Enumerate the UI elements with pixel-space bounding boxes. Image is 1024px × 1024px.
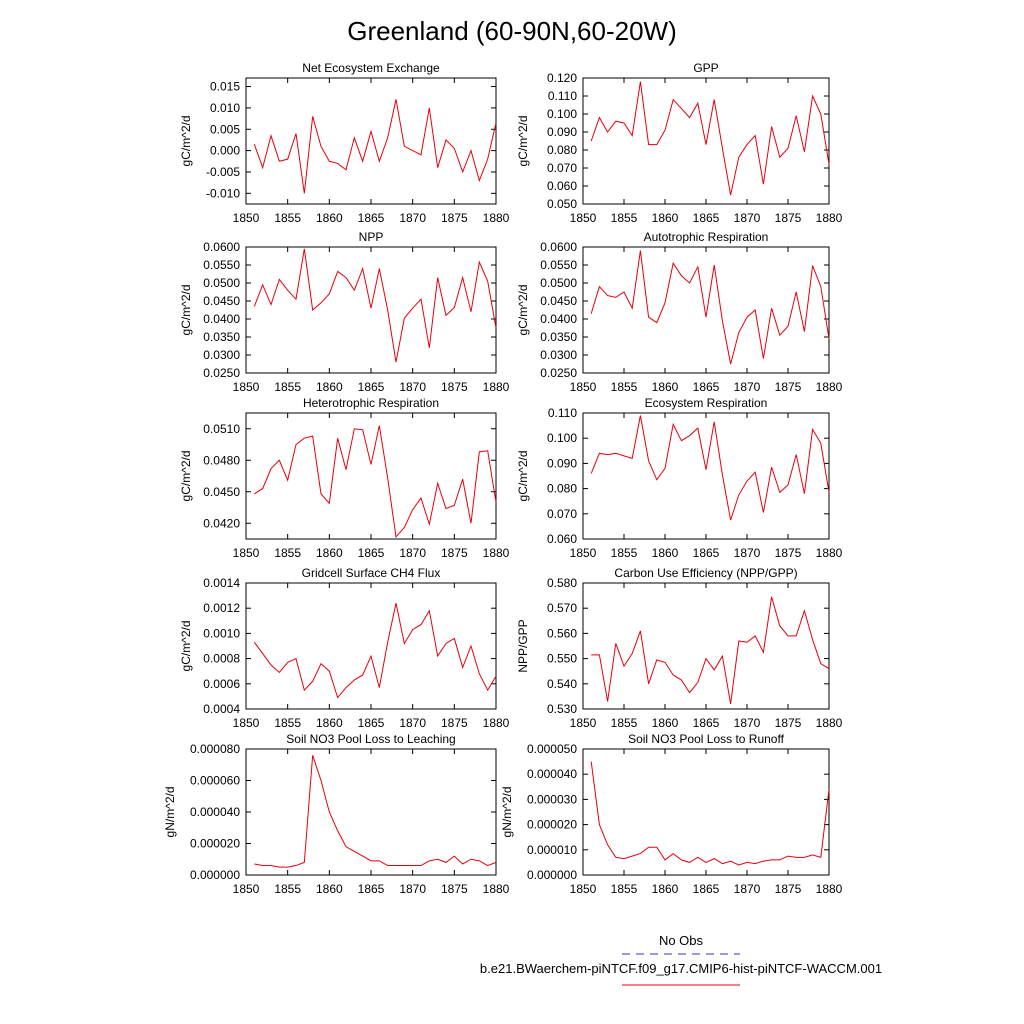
x-tick-label: 1850 xyxy=(569,546,597,560)
y-tick-label: 0.000030 xyxy=(526,792,577,807)
y-tick-label: 0.000080 xyxy=(189,742,240,756)
series-line-gridcell-surface-ch4-flux xyxy=(254,603,496,698)
panel-ecosystem-respiration xyxy=(516,396,843,560)
plot-frame xyxy=(246,413,496,539)
x-tick-label: 1870 xyxy=(733,211,761,225)
x-tick-label: 1850 xyxy=(232,546,260,560)
x-tick-label: 1850 xyxy=(569,211,597,225)
x-tick-label: 1860 xyxy=(651,211,679,225)
y-tick-label: 0.0400 xyxy=(540,312,577,326)
y-tick-label: 0.005 xyxy=(209,122,240,137)
x-tick-label: 1875 xyxy=(774,546,802,560)
panel-gridcell-surface-ch4-flux xyxy=(179,566,510,730)
legend xyxy=(480,933,882,985)
x-tick-label: 1850 xyxy=(232,211,260,225)
y-tick-label: 0.070 xyxy=(546,161,577,175)
y-tick-label: 0.0500 xyxy=(203,276,240,290)
y-tick-label: 0.000020 xyxy=(189,836,240,851)
x-tick-label: 1875 xyxy=(774,380,802,394)
panels xyxy=(163,61,843,896)
x-tick-label: 1875 xyxy=(440,211,468,225)
y-tick-label: 0.0550 xyxy=(540,258,577,272)
y-tick-label: 0.0420 xyxy=(203,516,240,531)
y-tick-label: 0.015 xyxy=(209,79,240,94)
series-line-ecosystem-respiration xyxy=(591,416,829,521)
y-tick-label: 0.000040 xyxy=(189,805,240,819)
y-tick-label: 0.060 xyxy=(546,179,577,193)
y-tick-label: 0.000010 xyxy=(526,842,577,857)
y-tick-label: 0.0010 xyxy=(203,626,240,641)
x-tick-label: 1875 xyxy=(440,716,468,730)
panel-autotrophic-respiration xyxy=(516,230,843,394)
x-tick-label: 1880 xyxy=(815,211,843,225)
y-tick-label: 0.0300 xyxy=(540,348,577,362)
y-tick-label: 0.0600 xyxy=(203,240,240,254)
x-tick-label: 1860 xyxy=(315,882,343,896)
y-tick-label: 0.0400 xyxy=(203,312,240,326)
x-tick-label: 1880 xyxy=(815,716,843,730)
x-tick-label: 1865 xyxy=(357,380,385,394)
y-tick-label: 0.000000 xyxy=(526,868,577,882)
y-axis-label: NPP/GPP xyxy=(516,619,530,673)
y-axis-label: gN/m^2/d xyxy=(163,786,177,838)
y-tick-label: 0.0012 xyxy=(203,601,240,616)
x-tick-label: 1850 xyxy=(232,380,260,394)
panel-title: Soil NO3 Pool Loss to Leaching xyxy=(286,732,456,746)
y-tick-label: 0.000020 xyxy=(526,817,577,832)
figure-title: Greenland (60-90N,60-20W) xyxy=(347,16,677,46)
x-tick-label: 1855 xyxy=(274,211,302,225)
y-axis-label: gC/m^2/d xyxy=(516,284,530,336)
y-tick-label: 0.100 xyxy=(546,431,577,446)
series-line-net-ecosystem-exchange xyxy=(254,99,496,193)
x-tick-label: 1860 xyxy=(315,380,343,394)
y-tick-label: 0.0300 xyxy=(203,348,240,362)
y-tick-label: 0.000040 xyxy=(526,767,577,782)
x-tick-label: 1855 xyxy=(610,882,638,896)
x-tick-label: 1860 xyxy=(315,546,343,560)
y-tick-label: 0.000 xyxy=(209,143,240,158)
plot-frame xyxy=(246,583,496,709)
panel-title: Gridcell Surface CH4 Flux xyxy=(301,566,441,580)
x-tick-label: 1870 xyxy=(399,716,427,730)
x-tick-label: 1875 xyxy=(774,882,802,896)
x-tick-label: 1880 xyxy=(482,546,510,560)
panel-title: Net Ecosystem Exchange xyxy=(302,61,440,75)
y-tick-label: 0.0014 xyxy=(203,576,240,590)
panel-soil-no3-pool-loss-to-runoff xyxy=(500,732,843,896)
x-tick-label: 1875 xyxy=(440,546,468,560)
y-axis-label: gC/m^2/d xyxy=(179,115,193,167)
x-tick-label: 1850 xyxy=(569,882,597,896)
x-tick-label: 1865 xyxy=(692,380,720,394)
x-tick-label: 1850 xyxy=(569,380,597,394)
y-axis-label: gC/m^2/d xyxy=(516,450,530,502)
legend-label-model-run: b.e21.BWaerchem-piNTCF.f09_g17.CMIP6-hist-piNTCF-WACCM.001 xyxy=(479,961,883,976)
x-tick-label: 1875 xyxy=(440,882,468,896)
series-line-carbon-use-efficiency-npp-gpp xyxy=(591,597,829,704)
x-tick-label: 1855 xyxy=(610,380,638,394)
x-tick-label: 1860 xyxy=(315,211,343,225)
x-tick-label: 1860 xyxy=(651,546,679,560)
y-tick-label: 0.0008 xyxy=(203,651,240,666)
x-tick-label: 1855 xyxy=(610,716,638,730)
x-tick-label: 1865 xyxy=(692,882,720,896)
y-tick-label: 0.580 xyxy=(546,576,577,590)
x-tick-label: 1850 xyxy=(232,882,260,896)
series-line-heterotrophic-respiration xyxy=(254,426,496,537)
x-tick-label: 1855 xyxy=(610,211,638,225)
panel-title: Carbon Use Efficiency (NPP/GPP) xyxy=(614,566,798,580)
x-tick-label: 1860 xyxy=(651,380,679,394)
x-tick-label: 1865 xyxy=(357,211,385,225)
x-tick-label: 1850 xyxy=(232,716,260,730)
y-tick-label: 0.0550 xyxy=(203,258,240,272)
y-tick-label: 0.000050 xyxy=(526,742,577,756)
x-tick-label: 1870 xyxy=(733,380,761,394)
x-tick-label: 1855 xyxy=(274,546,302,560)
x-tick-label: 1865 xyxy=(692,211,720,225)
y-tick-label: 0.0600 xyxy=(540,240,577,254)
y-tick-label: 0.0450 xyxy=(203,294,240,308)
x-tick-label: 1870 xyxy=(733,716,761,730)
y-tick-label: 0.100 xyxy=(546,107,577,121)
x-tick-label: 1865 xyxy=(357,716,385,730)
y-tick-label: 0.110 xyxy=(547,406,577,420)
x-tick-label: 1870 xyxy=(399,380,427,394)
x-tick-label: 1865 xyxy=(357,882,385,896)
y-tick-label: 0.570 xyxy=(546,601,577,616)
panel-carbon-use-efficiency-npp-gpp xyxy=(516,566,843,730)
x-tick-label: 1855 xyxy=(610,546,638,560)
panel-soil-no3-pool-loss-to-leaching xyxy=(163,732,510,896)
y-tick-label: 0.0250 xyxy=(540,366,577,380)
panel-title: Autotrophic Respiration xyxy=(643,230,769,244)
y-axis-label: gN/m^2/d xyxy=(500,786,514,838)
x-tick-label: 1860 xyxy=(651,716,679,730)
y-tick-label: 0.090 xyxy=(546,125,577,139)
y-axis-label: gC/m^2/d xyxy=(179,620,193,672)
y-tick-label: 0.540 xyxy=(546,676,577,691)
y-tick-label: 0.080 xyxy=(546,481,577,496)
series-line-soil-no3-pool-loss-to-leaching xyxy=(254,755,496,867)
x-tick-label: 1870 xyxy=(733,882,761,896)
panel-gpp xyxy=(516,61,843,225)
y-axis-label: gC/m^2/d xyxy=(179,450,193,502)
y-tick-label: 0.070 xyxy=(546,506,577,521)
plot-frame xyxy=(246,78,496,204)
y-tick-label: 0.050 xyxy=(546,197,577,211)
x-tick-label: 1860 xyxy=(651,882,679,896)
x-tick-label: 1870 xyxy=(399,211,427,225)
x-tick-label: 1865 xyxy=(692,546,720,560)
series-line-autotrophic-respiration xyxy=(591,251,829,364)
x-tick-label: 1880 xyxy=(815,882,843,896)
x-tick-label: 1875 xyxy=(774,211,802,225)
plot-frame xyxy=(583,749,829,875)
y-tick-label: 0.010 xyxy=(209,100,240,115)
x-tick-label: 1865 xyxy=(692,716,720,730)
panel-title: Heterotrophic Respiration xyxy=(302,396,440,410)
y-tick-label: 0.0480 xyxy=(203,453,240,468)
x-tick-label: 1870 xyxy=(399,546,427,560)
x-tick-label: 1860 xyxy=(315,716,343,730)
panel-heterotrophic-respiration xyxy=(179,396,510,560)
y-tick-label: 0.550 xyxy=(546,651,577,666)
series-line-gpp xyxy=(591,82,829,195)
x-tick-label: 1875 xyxy=(440,380,468,394)
y-tick-label: 0.0510 xyxy=(203,421,240,436)
x-tick-label: 1880 xyxy=(815,546,843,560)
y-tick-label: 0.0004 xyxy=(203,702,240,716)
plot-frame xyxy=(583,413,829,539)
y-tick-label: 0.0006 xyxy=(203,676,240,691)
x-tick-label: 1865 xyxy=(357,546,385,560)
y-tick-label: 0.000000 xyxy=(189,868,240,882)
x-tick-label: 1850 xyxy=(569,716,597,730)
series-line-soil-no3-pool-loss-to-runoff xyxy=(591,762,829,865)
y-tick-label: -0.005 xyxy=(205,164,240,179)
y-axis-label: gC/m^2/d xyxy=(516,115,530,167)
y-tick-label: 0.0350 xyxy=(540,330,577,344)
y-tick-label: 0.0450 xyxy=(540,294,577,308)
y-tick-label: 0.0250 xyxy=(203,366,240,380)
panel-title: Soil NO3 Pool Loss to Runoff xyxy=(628,732,784,746)
series-line-npp xyxy=(254,249,496,362)
panel-title: Ecosystem Respiration xyxy=(644,396,768,410)
y-tick-label: 0.000060 xyxy=(189,773,240,788)
plot-frame xyxy=(583,583,829,709)
panel-title: GPP xyxy=(693,61,719,75)
x-tick-label: 1880 xyxy=(482,716,510,730)
x-tick-label: 1875 xyxy=(774,716,802,730)
y-tick-label: 0.120 xyxy=(546,71,577,85)
y-tick-label: 0.560 xyxy=(546,626,577,641)
plot-frame xyxy=(246,749,496,875)
x-tick-label: 1880 xyxy=(482,882,510,896)
y-tick-label: 0.090 xyxy=(546,456,577,471)
x-tick-label: 1870 xyxy=(399,882,427,896)
y-tick-label: -0.010 xyxy=(205,186,240,201)
x-tick-label: 1855 xyxy=(274,716,302,730)
y-tick-label: 0.110 xyxy=(547,89,577,103)
plot-frame xyxy=(246,247,496,373)
x-tick-label: 1880 xyxy=(482,211,510,225)
legend-label-no-obs: No Obs xyxy=(658,933,704,948)
x-tick-label: 1855 xyxy=(274,380,302,394)
x-tick-label: 1855 xyxy=(274,882,302,896)
x-tick-label: 1870 xyxy=(733,546,761,560)
panel-title: NPP xyxy=(358,230,384,244)
y-tick-label: 0.0450 xyxy=(203,484,240,499)
x-tick-label: 1880 xyxy=(815,380,843,394)
plot-frame xyxy=(583,78,829,204)
y-tick-label: 0.060 xyxy=(546,532,577,546)
y-tick-label: 0.530 xyxy=(546,702,577,716)
y-tick-label: 0.0350 xyxy=(203,330,240,344)
y-axis-label: gC/m^2/d xyxy=(179,284,193,336)
y-tick-label: 0.0500 xyxy=(540,276,577,290)
panel-net-ecosystem-exchange xyxy=(179,61,510,225)
x-tick-label: 1880 xyxy=(482,380,510,394)
y-tick-label: 0.080 xyxy=(546,143,577,157)
panel-npp xyxy=(179,230,510,394)
